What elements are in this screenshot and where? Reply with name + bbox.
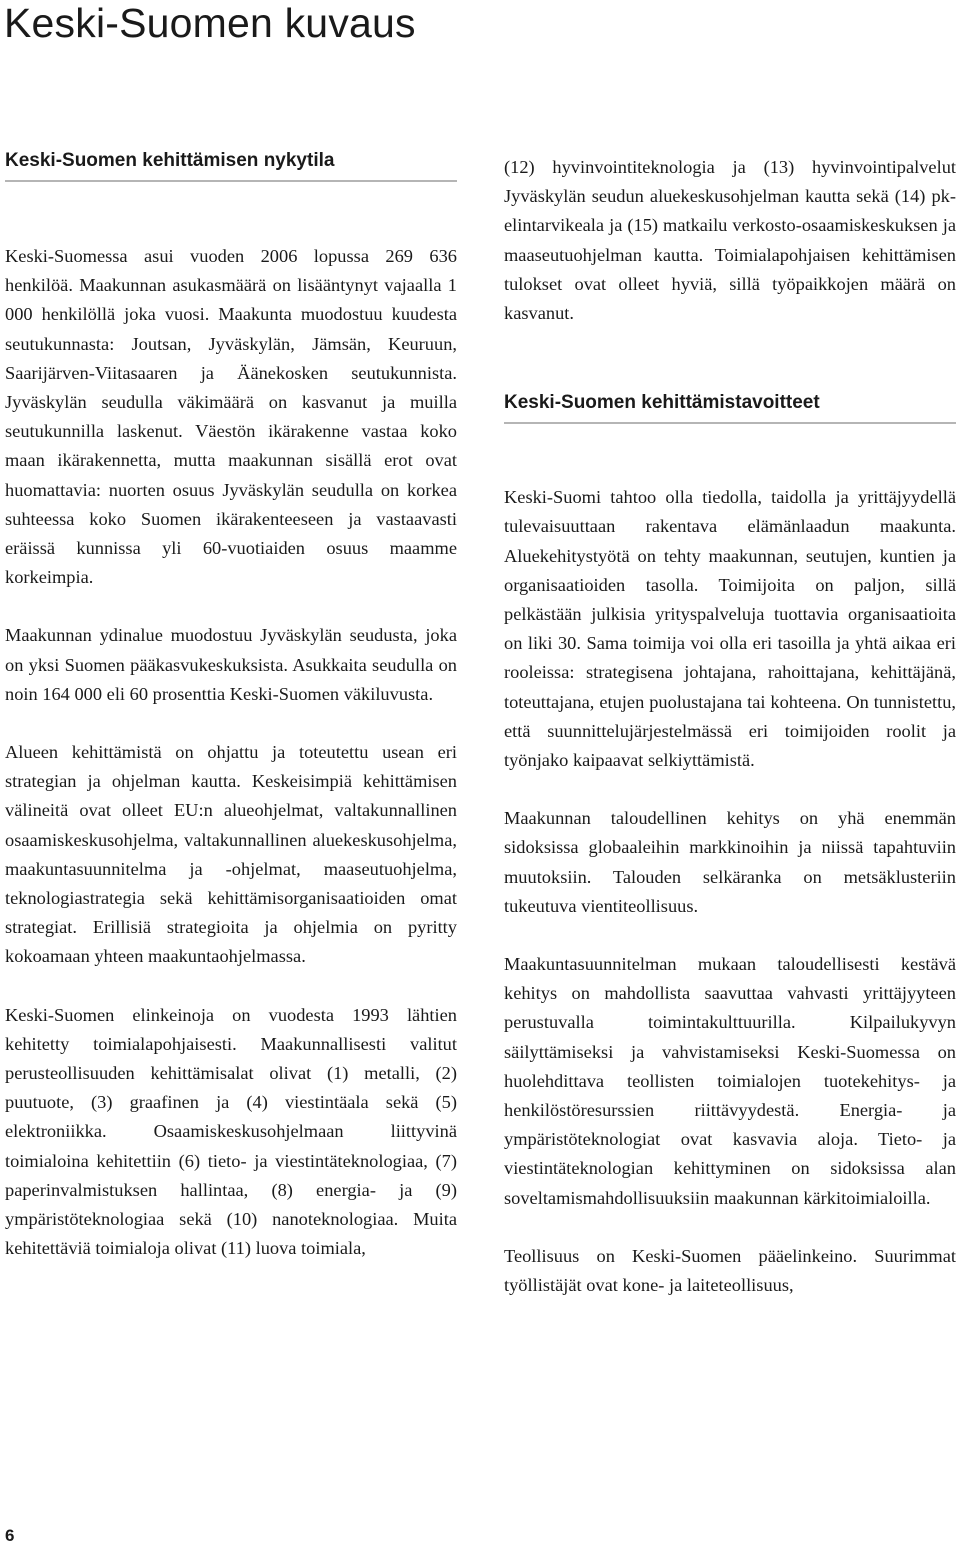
section-heading-development-goals: Keski-Suomen kehittämistavoitteet bbox=[504, 390, 956, 424]
paragraph: Teollisuus on Keski-Suomen pääelinkeino. Suurimmat työllistäjät ovat kone- ja laiteteollisuus, bbox=[504, 1245, 956, 1296]
paragraph: Maakunnan ydinalue muodostuu Jyväskylän seudusta, joka on yksi Suomen pääkasvukeskuksista. Asukkaita seudulla on noin 164 000 eli 60 prosenttia Keski-Suomen väkiluvusta. bbox=[5, 625, 457, 704]
paragraph: Keski-Suomessa asui vuoden 2006 lopussa 269 636 henkilöä. Maakunnan asukasmäärä on lisääntynyt vajaalla 1 000 henkilöllä joka vuosi. Maakunta muodostuu kuudesta seutukunnasta: Joutsan, Jyväskylän, Jämsän, Keuruun, Saarijärven-Viitasaaren ja Äänekosken seutukunnista. Jyväskylän seudulla väkimäärä on kasvanut ja muilla seutukunnilla laskenut. Väestön ikärakenne vastaa koko maan ikärakennetta, mutta maakunnan sisällä erot ovat huomattavia: nuorten osuus Jyväskylän seudulla on korkea suhteessa koko Suomen ikärakenteeseen ja vastaavasti eräissä kunnissa yli 60-vuotiaiden osuus maamme korkeimpia. bbox=[5, 246, 457, 588]
section-heading-current-state: Keski-Suomen kehittämisen nykytila bbox=[5, 148, 457, 182]
page-number: 6 bbox=[5, 1526, 15, 1545]
right-column bbox=[504, 153, 956, 1300]
left-column bbox=[5, 148, 457, 1264]
paragraph: Keski-Suomi tahtoo olla tiedolla, taidolla ja yrittäjyydellä tulevaisuuttaan rakentava elämänlaadun maakunta. Aluekehitystyötä on tehty maakunnan, seutujen, kuntien ja organisaatioiden tasolla. Toimijoita on paljon, sillä pelkästään julkisia yrityspalveluja tuottavia organisaatioita on liki 30. Sama toimija voi olla eri tasoilla ja yhtä aikaa eri rooleissa: strategisena johtajana, rahoittajana, kehittäjänä, toteuttajana, etujen puolustajana tai kohteena. On tunnistettu, että suunnittelujärjestelmässä eri toimijoiden roolit ja työnjako kaipaavat selkiyttämistä. bbox=[504, 487, 956, 771]
paragraph: (12) hyvinvointiteknologia ja (13) hyvinvointipalvelut Jyväskylän seudun aluekeskusohjelman kautta sekä (14) pk-elintarvikeala ja (15) matkailu verkosto-osaamiskeskuksen ja maaseutuohjelman kautta. Toimialapohjaisen kehittämisen tulokset ovat olleet hyviä, sillä työpaikkojen määrä on kasvanut. bbox=[504, 157, 956, 324]
paragraph: Alueen kehittämistä on ohjattu ja toteutettu usean eri strategian ja ohjelman kautta. Keskeisimpiä kehittämisen välineitä ovat olleet EU:n alueohjelmat, valtakunnallinen osaamiskeskusohjelma, valtakunnallinen aluekeskusohjelma, maakuntasuunnitelma ja -ohjelmat, maaseutuohjelma, teknologiastrategia sekä kehittämisorganisaatioiden omat strategiat. Erillisiä strategioita ja ohjelmia on pyritty kokoamaan yhteen maakuntaohjelmassa. bbox=[5, 742, 457, 967]
page-title: Keski-Suomen kuvaus bbox=[4, 0, 416, 46]
paragraph: Keski-Suomen elinkeinoja on vuodesta 1993 lähtien kehitetty toimialapohjaisesti. Maakunnallisesti valitut perusteollisuuden kehittämisalat olivat (1) metalli, (2) puutuote, (3) graafinen ja (4) viestintäala sekä (5) elektroniikka. Osaamiskeskusohjelmaan liittyvinä toimialoina kehitettiin (6) tieto- ja viestintäteknologiaa, (7) paperinvalmistuksen hallintaa, (8) energia- ja (9) ympäristöteknologiaa sekä (10) nanoteknologiaa. Muita kehitettäviä toimialoja olivat (11) luova toimiala, bbox=[5, 1004, 457, 1259]
paragraph: Maakunnan taloudellinen kehitys on yhä enemmän sidoksissa globaaleihin markkinoihin ja niissä tapahtuviin muutoksiin. Talouden selkäranka on metsäklusteriin tukeutuva vientiteollisuus. bbox=[504, 808, 956, 916]
paragraph: Maakuntasuunnitelman mukaan taloudellisesti kestävä kehitys on mahdollista saavuttaa vahvasti yrittäjyyteen perustuvalla toimintakulttuurilla. Kilpailukyvyn säilyttämiseksi ja vahvistamiseksi Keski-Suomessa on huolehdittava teollisten toimialojen tuotekehitys- ja henkilöstöresurssien riittävyydestä. Energia- ja ympäristöteknologiat ovat kasvavia aloja. Tieto- ja viestintäteknologian kehittyminen on sidoksissa alan soveltamismahdollisuuksiin maakunnan kärkitoimialoilla. bbox=[504, 954, 956, 1208]
